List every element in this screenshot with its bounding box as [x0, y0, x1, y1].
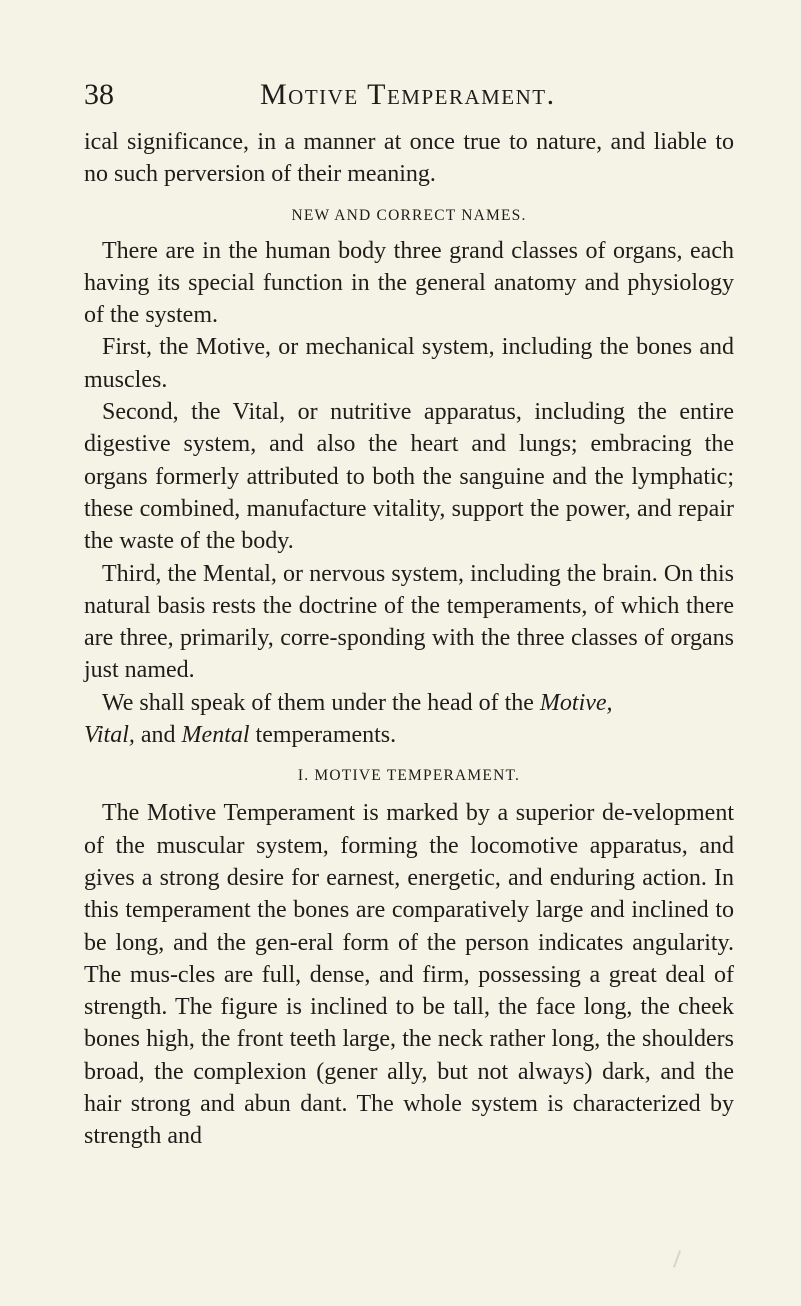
body-text — [84, 126, 734, 1153]
section-heading-motive: I. MOTIVE TEMPERAMENT. — [297, 767, 521, 785]
section-heading-names: NEW AND CORRECT NAMES. — [291, 206, 527, 224]
paragraph-classes: There are in the human body three grand classes of organs, each having its special function in the general anatomy and physiology of the system. — [84, 237, 734, 329]
page-mark — [673, 1250, 681, 1268]
paragraph-second: Second, the Vital, or nutritive apparatus, including the entire digestive system, and also the heart and lungs; embracing the organs formerly attributed to both the sanguine and the lymphatic; these combined, manufacture vitality, support the power, and repair the waste of the body. — [84, 399, 734, 555]
speak-connector: and — [134, 722, 182, 749]
paragraph-speak — [84, 687, 734, 752]
paragraph-first: First, the Motive, or mechanical system, including the bones and muscles. — [84, 334, 734, 393]
speak-text-start: We shall speak of them under the head of the — [102, 689, 540, 716]
running-title: Motive Temperament. — [260, 78, 556, 111]
paragraph-third: Third, the Mental, or nervous system, including the brain. On this natural basis rests the doctrine of the temperaments, of which there are three, primarily, corre-sponding with the three classes of organs just named. — [84, 560, 734, 684]
italic-mental: Mental — [181, 722, 250, 749]
italic-vital: Vital, — [84, 722, 135, 749]
italic-motive: Motive, — [539, 689, 613, 716]
paragraph-motive: The Motive Temperament is marked by a superior de-velopment of the muscular system, forming the locomotive apparatus, and gives a strong desire for earnest, energetic, and enduring action. In this temperament the bones are comparatively large and inclined to be long, and the gen-eral form of the person indicates angularity. The mus-cles are full, dense, and firm, possessing a great deal of strength. The figure is inclined to be tall, the face long, the cheek bones high, the front teeth large, the neck rather long, the shoulders broad, the complexion (gener ally, but not always) dark, and the hair strong and abun dant. The whole system is characterized by strength and — [84, 800, 734, 1150]
continuation-paragraph: ical significance, in a manner at once true to nature, and liable to no such perversion of their meaning. — [84, 129, 734, 188]
page-number: 38 — [84, 78, 114, 111]
running-head — [84, 76, 734, 116]
speak-text-end: temperaments. — [249, 722, 397, 749]
